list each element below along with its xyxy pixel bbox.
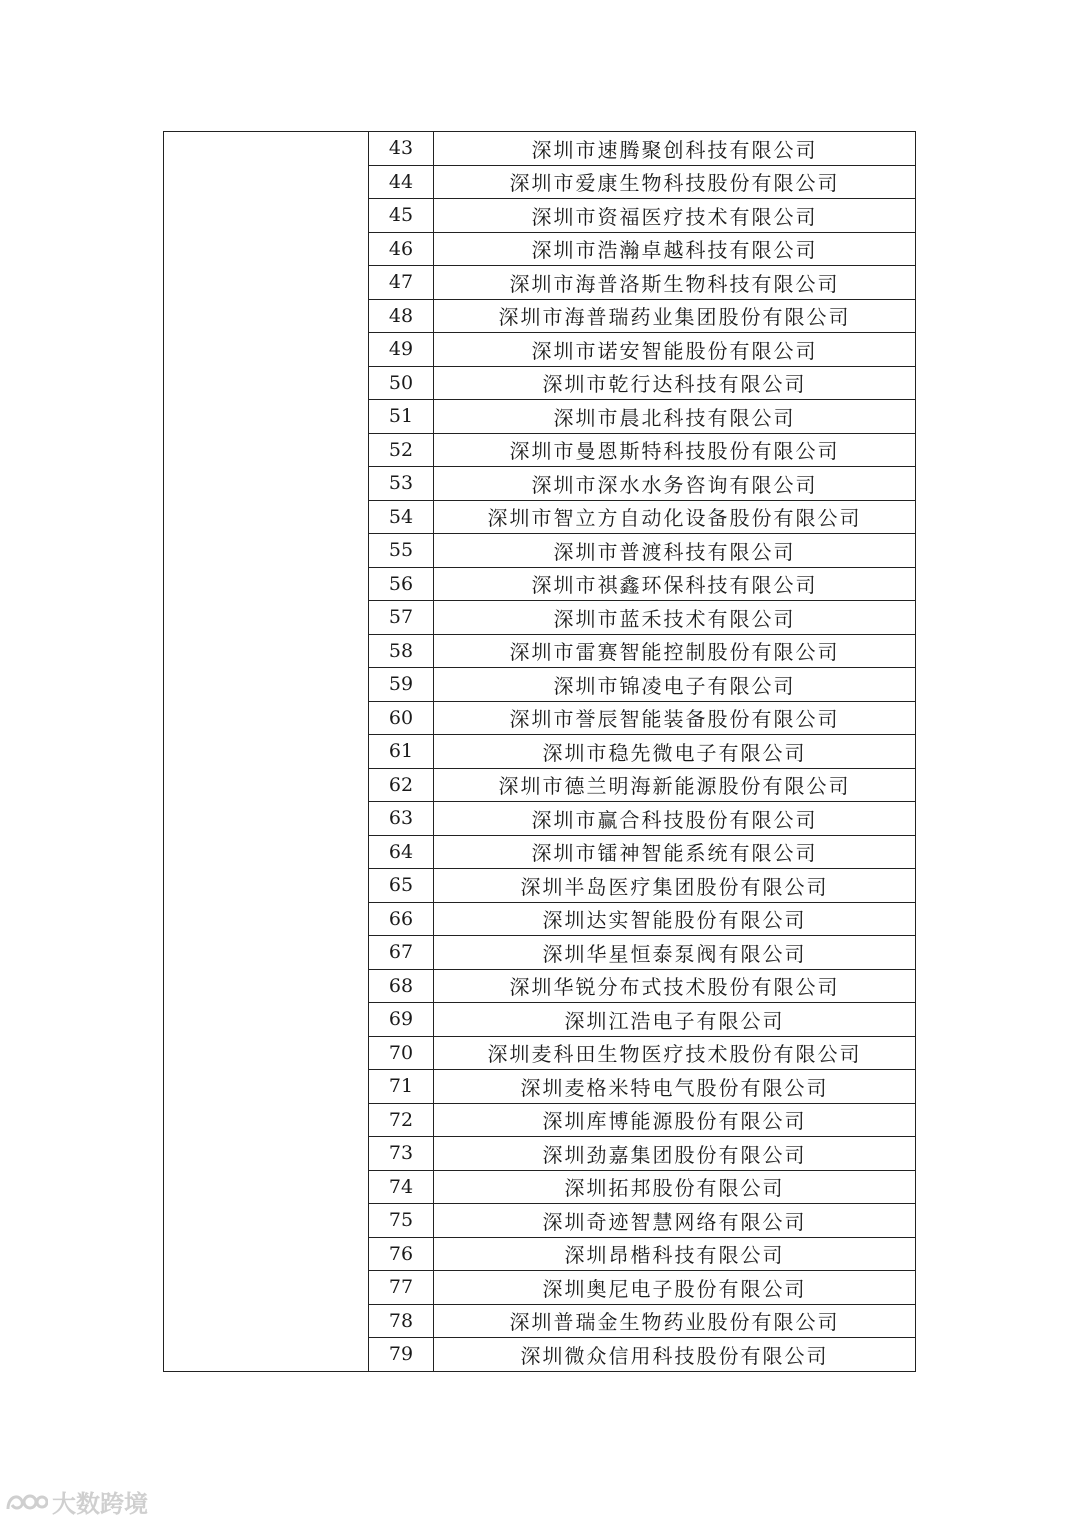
row-number: 54 bbox=[369, 500, 434, 534]
row-number: 63 bbox=[369, 802, 434, 836]
row-number: 68 bbox=[369, 969, 434, 1003]
company-name: 深圳市曼恩斯特科技股份有限公司 bbox=[434, 433, 916, 467]
company-name: 深圳市诺安智能股份有限公司 bbox=[434, 333, 916, 367]
company-name: 深圳劲嘉集团股份有限公司 bbox=[434, 1137, 916, 1171]
company-name: 深圳市祺鑫环保科技有限公司 bbox=[434, 567, 916, 601]
row-number: 74 bbox=[369, 1170, 434, 1204]
company-name: 深圳江浩电子有限公司 bbox=[434, 1003, 916, 1037]
company-name: 深圳微众信用科技股份有限公司 bbox=[434, 1338, 916, 1372]
company-name: 深圳麦科田生物医疗技术股份有限公司 bbox=[434, 1036, 916, 1070]
row-number: 51 bbox=[369, 400, 434, 434]
row-number: 50 bbox=[369, 366, 434, 400]
row-number: 77 bbox=[369, 1271, 434, 1305]
company-name: 深圳市速腾聚创科技有限公司 bbox=[434, 132, 916, 166]
company-name: 深圳市爱康生物科技股份有限公司 bbox=[434, 165, 916, 199]
row-number: 55 bbox=[369, 534, 434, 568]
company-name: 深圳市锦凌电子有限公司 bbox=[434, 668, 916, 702]
table-body bbox=[164, 132, 916, 1372]
row-number: 53 bbox=[369, 467, 434, 501]
company-name: 深圳昂楷科技有限公司 bbox=[434, 1237, 916, 1271]
row-number: 72 bbox=[369, 1103, 434, 1137]
company-name: 深圳市德兰明海新能源股份有限公司 bbox=[434, 768, 916, 802]
company-name: 深圳市智立方自动化设备股份有限公司 bbox=[434, 500, 916, 534]
brand-logo-icon bbox=[4, 1489, 48, 1515]
company-name: 深圳奇迹智慧网络有限公司 bbox=[434, 1204, 916, 1238]
company-name: 深圳达实智能股份有限公司 bbox=[434, 902, 916, 936]
row-number: 79 bbox=[369, 1338, 434, 1372]
company-name: 深圳市海普瑞药业集团股份有限公司 bbox=[434, 299, 916, 333]
company-name: 深圳市浩瀚卓越科技有限公司 bbox=[434, 232, 916, 266]
company-name: 深圳市海普洛斯生物科技有限公司 bbox=[434, 266, 916, 300]
row-number: 73 bbox=[369, 1137, 434, 1171]
watermark bbox=[4, 1484, 148, 1519]
company-name: 深圳市晨北科技有限公司 bbox=[434, 400, 916, 434]
company-name: 深圳普瑞金生物药业股份有限公司 bbox=[434, 1304, 916, 1338]
company-name: 深圳市稳先微电子有限公司 bbox=[434, 735, 916, 769]
company-name: 深圳市雷赛智能控制股份有限公司 bbox=[434, 634, 916, 668]
row-number: 58 bbox=[369, 634, 434, 668]
company-name: 深圳市蓝禾技术有限公司 bbox=[434, 601, 916, 635]
table-row bbox=[164, 132, 916, 166]
row-number: 52 bbox=[369, 433, 434, 467]
row-number: 46 bbox=[369, 232, 434, 266]
row-number: 61 bbox=[369, 735, 434, 769]
row-number: 69 bbox=[369, 1003, 434, 1037]
company-name: 深圳市乾行达科技有限公司 bbox=[434, 366, 916, 400]
row-number: 64 bbox=[369, 835, 434, 869]
company-table bbox=[163, 131, 916, 1372]
company-name: 深圳市赢合科技股份有限公司 bbox=[434, 802, 916, 836]
row-number: 44 bbox=[369, 165, 434, 199]
row-number: 48 bbox=[369, 299, 434, 333]
company-name: 深圳库博能源股份有限公司 bbox=[434, 1103, 916, 1137]
row-number: 67 bbox=[369, 936, 434, 970]
company-name: 深圳华锐分布式技术股份有限公司 bbox=[434, 969, 916, 1003]
row-number: 43 bbox=[369, 132, 434, 166]
row-number: 66 bbox=[369, 902, 434, 936]
row-number: 75 bbox=[369, 1204, 434, 1238]
company-name: 深圳麦格米特电气股份有限公司 bbox=[434, 1070, 916, 1104]
company-name: 深圳市普渡科技有限公司 bbox=[434, 534, 916, 568]
company-name: 深圳市深水水务咨询有限公司 bbox=[434, 467, 916, 501]
row-number: 78 bbox=[369, 1304, 434, 1338]
category-cell bbox=[164, 132, 369, 1372]
row-number: 59 bbox=[369, 668, 434, 702]
row-number: 45 bbox=[369, 199, 434, 233]
company-name: 深圳市誉辰智能装备股份有限公司 bbox=[434, 701, 916, 735]
row-number: 47 bbox=[369, 266, 434, 300]
company-name: 深圳拓邦股份有限公司 bbox=[434, 1170, 916, 1204]
row-number: 65 bbox=[369, 869, 434, 903]
row-number: 76 bbox=[369, 1237, 434, 1271]
company-name: 深圳市资福医疗技术有限公司 bbox=[434, 199, 916, 233]
company-name: 深圳华星恒泰泵阀有限公司 bbox=[434, 936, 916, 970]
company-name: 深圳市镭神智能系统有限公司 bbox=[434, 835, 916, 869]
row-number: 60 bbox=[369, 701, 434, 735]
row-number: 56 bbox=[369, 567, 434, 601]
watermark-text: 大数跨境 bbox=[52, 1490, 148, 1518]
row-number: 57 bbox=[369, 601, 434, 635]
company-name: 深圳奥尼电子股份有限公司 bbox=[434, 1271, 916, 1305]
row-number: 49 bbox=[369, 333, 434, 367]
row-number: 62 bbox=[369, 768, 434, 802]
row-number: 71 bbox=[369, 1070, 434, 1104]
row-number: 70 bbox=[369, 1036, 434, 1070]
company-name: 深圳半岛医疗集团股份有限公司 bbox=[434, 869, 916, 903]
